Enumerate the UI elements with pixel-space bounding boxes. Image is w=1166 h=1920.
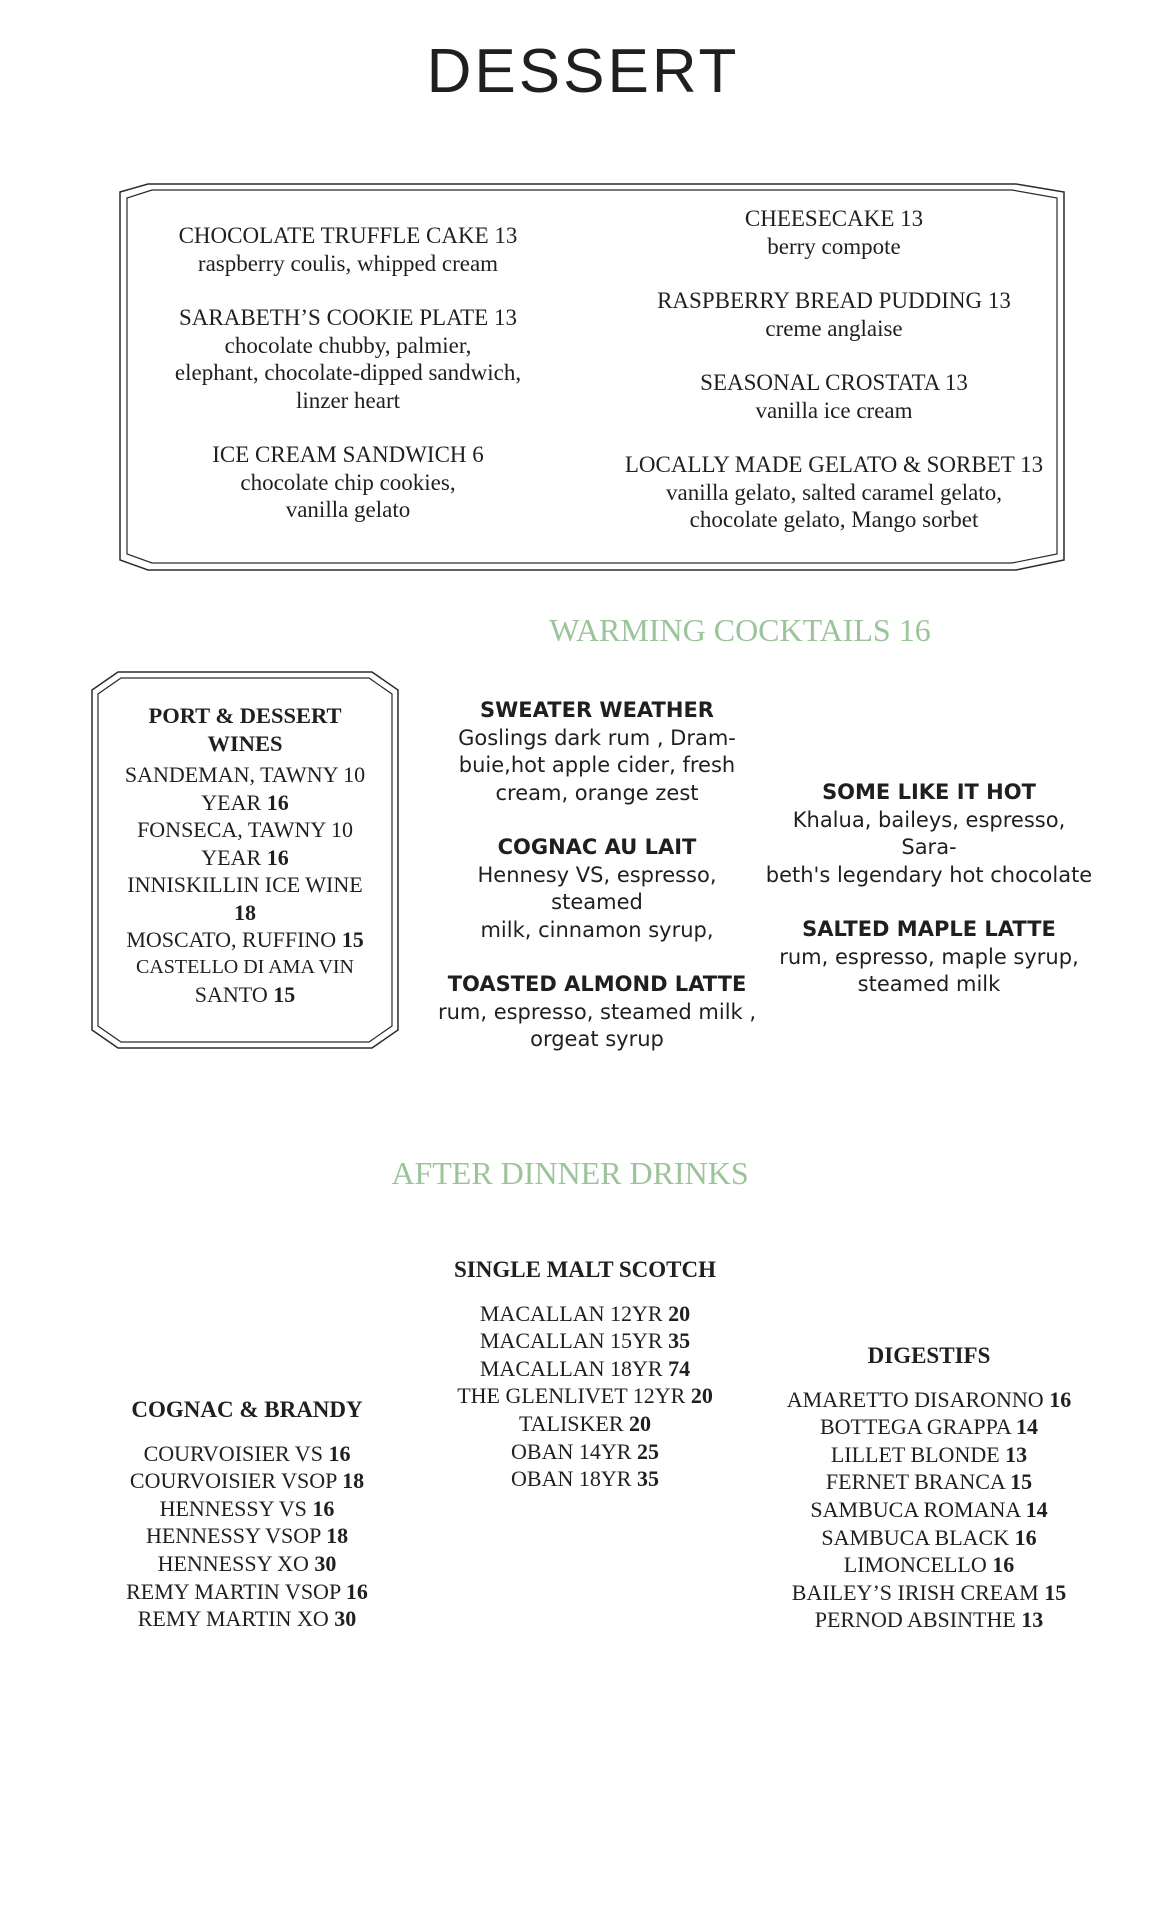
drink-line: REMY MARTIN XO 30 [137,1606,357,1632]
drink-line: TALISKER 20 [518,1410,652,1436]
cocktail-desc: rum, espresso, steamed milk , [437,999,757,1024]
drink-line: AMARETTO DISARONNO 16 [786,1386,1072,1412]
drink-line: LILLET BLONDE 13 [830,1441,1028,1467]
cocktail-desc: buie,hot apple cider, fresh [458,753,736,777]
drink-line: MACALLAN 18YR 74 [479,1355,691,1381]
digestifs-heading: DIGESTIFS [867,1343,991,1368]
dessert-desc: creme anglaise [765,315,903,341]
dessert-desc: vanilla gelato, salted caramel gelato, [666,479,1002,505]
dessert-desc: linzer heart [295,387,401,413]
cocktail-item [437,971,757,1054]
port-wine-line: YEAR 16 [201,789,289,815]
dessert-desc: elephant, chocolate-dipped sandwich, [174,360,522,385]
cocktail-name: COGNAC AU LAIT [497,835,697,859]
drink-line: FERNET BRANCA 15 [825,1469,1033,1495]
dessert-item [614,287,1054,342]
drink-line: SAMBUCA ROMANA 14 [810,1496,1048,1522]
dessert-name: LOCALLY MADE GELATO & SORBET 13 [624,452,1044,477]
drink-line: REMY MARTIN VSOP 16 [126,1578,368,1604]
dessert-name: ICE CREAM SANDWICH 6 [212,442,484,467]
cocktail-name: SOME LIKE IT HOT [822,780,1036,804]
dessert-desc: vanilla gelato [285,497,411,522]
dessert-item [614,369,1054,424]
port-wine-line: 18 [234,899,256,925]
cocktail-desc: cream, orange zest [495,780,699,805]
dessert-item [614,451,1054,534]
cocktail-item [437,834,757,944]
dessert-desc: chocolate chip cookies, [240,469,456,495]
dessert-name: RASPBERRY BREAD PUDDING 13 [657,288,1011,313]
drink-line: LIMONCELLO 16 [843,1552,1015,1578]
digestifs-section [764,1342,1094,1634]
cocktails-heading: WARMING COCKTAILS 16 [549,612,931,648]
port-wine-line: SANTO 15 [194,982,296,1007]
cocktail-desc: rum, espresso, maple syrup, [779,944,1079,969]
dessert-name: SARABETH’S COOKIE PLATE 13 [179,305,517,330]
drink-line: COURVOISIER VS 16 [143,1440,351,1466]
cognac-heading: COGNAC & BRANDY [131,1397,363,1422]
cocktails-left-column [437,697,757,1081]
dessert-item [148,222,548,277]
drink-line: MACALLAN 12YR 20 [479,1300,691,1326]
scotch-section [420,1256,750,1493]
cocktail-desc: steamed milk [857,972,1001,996]
cocktail-item [764,779,1094,889]
port-wine-line: SANDEMAN, TAWNY 10 [124,762,366,787]
drink-line: BOTTEGA GRAPPA 14 [819,1414,1038,1440]
drink-line: HENNESSY VSOP 18 [145,1523,349,1549]
cocktail-desc: Goslings dark rum , Dram- [458,725,736,750]
drink-line: OBAN 14YR 25 [511,1438,659,1464]
drink-line: THE GLENLIVET 12YR 20 [457,1383,713,1409]
dessert-item [148,304,548,414]
port-wine-line: MOSCATO, RUFFINO 15 [126,927,364,952]
port-wine-line: CASTELLO DI AMA VIN [136,955,354,978]
cocktail-name: TOASTED ALMOND LATTE [447,972,747,996]
drink-line: MACALLAN 15YR 35 [479,1328,691,1354]
drink-line: OBAN 18YR 35 [511,1466,659,1492]
cocktail-desc: Hennesy VS, espresso, steamed [477,862,717,914]
scotch-heading: SINGLE MALT SCOTCH [453,1257,717,1282]
dessert-name: SEASONAL CROSTATA 13 [700,370,968,395]
drink-line: HENNESSY VS 16 [159,1495,335,1521]
cocktail-name: SWEATER WEATHER [480,698,714,722]
dessert-name: CHOCOLATE TRUFFLE CAKE 13 [178,223,518,248]
port-wine-line: INNISKILLIN ICE WINE [127,872,363,897]
drink-line: BAILEY’S IRISH CREAM 15 [791,1579,1067,1605]
page-title: DESSERT [426,37,740,106]
desserts-left-column [148,222,548,551]
cognac-section [92,1396,402,1633]
port-wine-line: YEAR 16 [201,844,289,870]
drink-line: COURVOISIER VSOP 18 [129,1468,365,1494]
dessert-desc: chocolate gelato, Mango sorbet [689,507,979,532]
dessert-name: CHEESECAKE 13 [744,206,924,231]
cocktail-name: SALTED MAPLE LATTE [802,917,1056,941]
drink-line: PERNOD ABSINTHE 13 [814,1607,1044,1633]
cocktail-desc: orgeat syrup [530,1027,664,1051]
dessert-desc: berry compote [767,233,901,259]
port-wines-heading: WINES [207,730,283,756]
drink-line: HENNESSY XO 30 [157,1550,337,1576]
dessert-desc: chocolate chubby, palmier, [224,332,472,358]
port-wines-heading: PORT & DESSERT [148,703,342,728]
cocktail-desc: Khalua, baileys, espresso, Sara- [792,807,1066,859]
cocktail-desc: milk, cinnamon syrup, [480,917,714,942]
port-wine-line: FONSECA, TAWNY 10 [137,817,353,842]
dessert-desc: raspberry coulis, whipped cream [197,250,499,276]
cocktail-desc: beth's legendary hot chocolate [765,862,1093,887]
port-wines-box [104,702,386,1009]
cocktail-item [437,697,757,807]
dessert-desc: vanilla ice cream [755,397,913,423]
cocktails-right-column [764,779,1094,1026]
dessert-item [148,441,548,524]
dessert-item [614,205,1054,260]
drink-line: SAMBUCA BLACK 16 [821,1524,1037,1550]
after-dinner-heading: AFTER DINNER DRINKS [391,1155,749,1191]
cocktail-item [764,916,1094,999]
desserts-right-column [614,205,1054,561]
